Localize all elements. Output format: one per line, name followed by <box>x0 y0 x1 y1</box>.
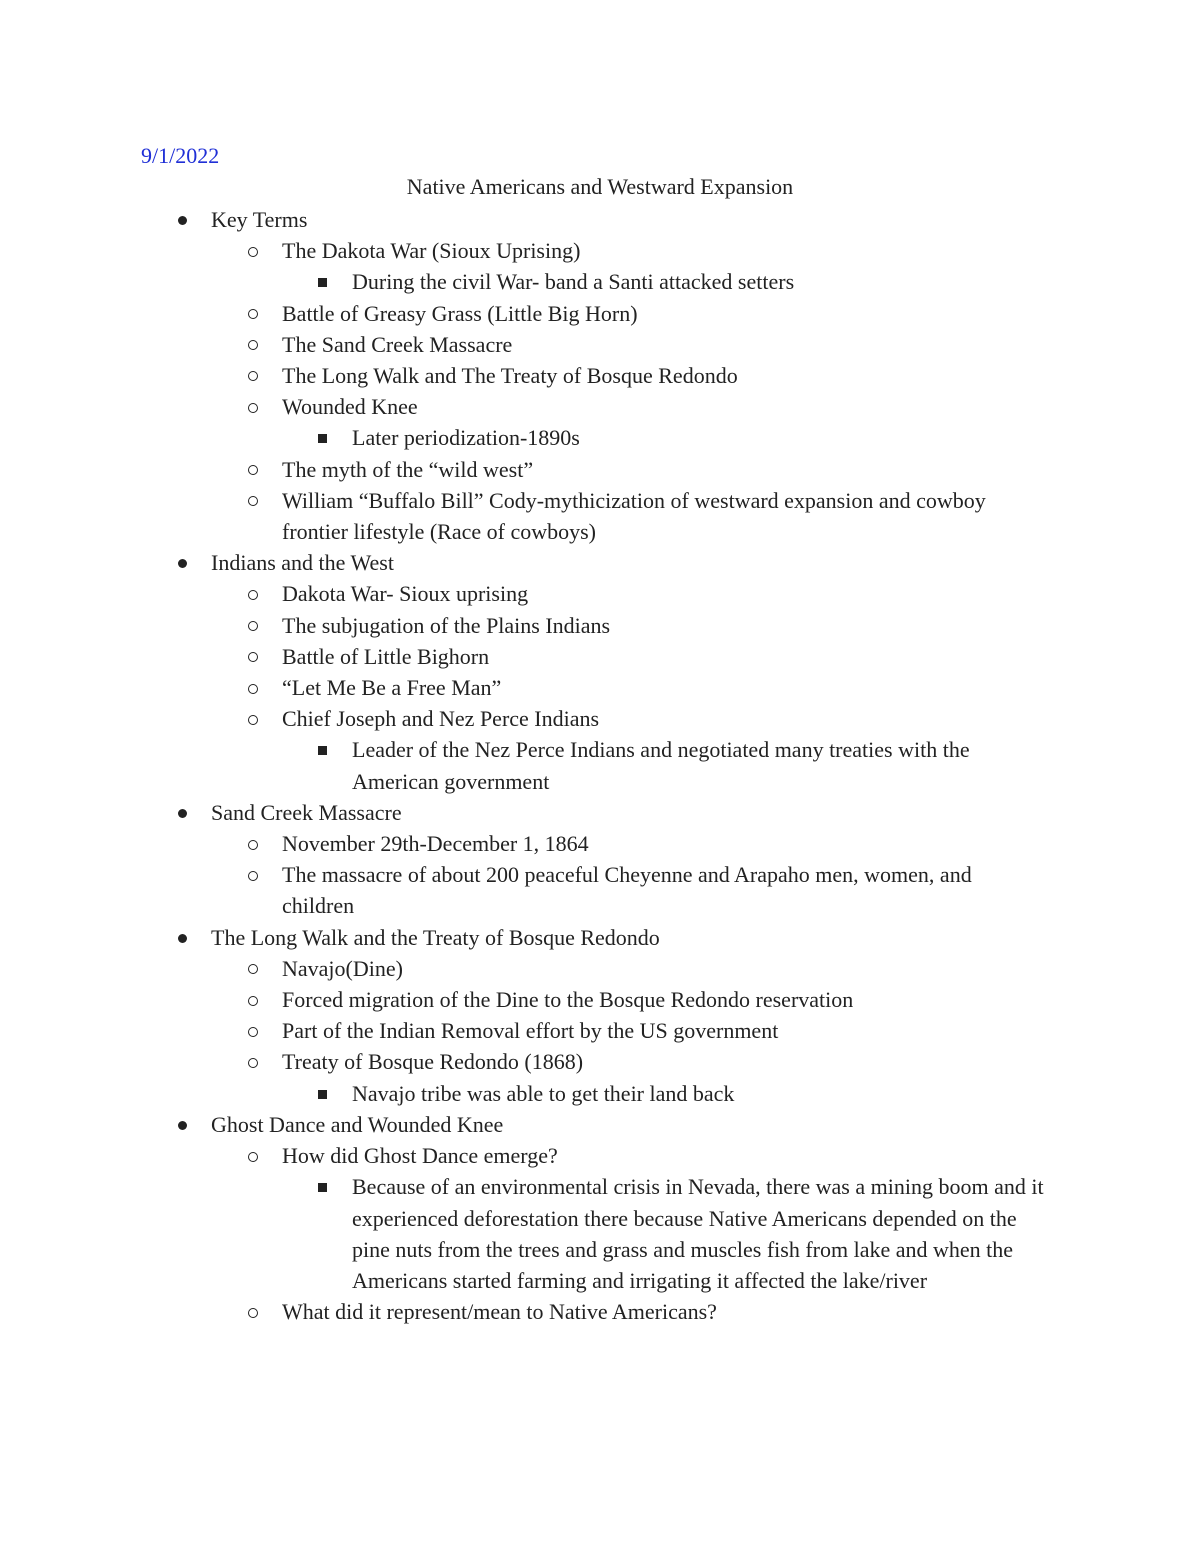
outline-item-level-2 <box>0 360 1200 391</box>
outline-item-level-3 <box>0 1171 1200 1296</box>
outline-item-text: What did it represent/mean to Native Americans? <box>282 1299 717 1325</box>
outline-item-level-3 <box>0 422 1200 453</box>
outline-item-text: Key Terms <box>211 207 308 232</box>
outline-item-level-1 <box>0 547 1200 578</box>
hollow-circle-bullet-icon <box>248 859 258 890</box>
square-bullet-icon <box>318 1078 327 1109</box>
outline-item-text: During the civil War- band a Santi attacked setters <box>352 269 795 295</box>
outline-item-level-2 <box>0 454 1200 485</box>
outline-item-text: Because of an environmental crisis in Nevada, there was a mining boom and it experienced deforestation there because Native Americans depended on the pine nuts from the trees and grass and muscles fish from lake and when the Americans started farming and irrigating it affected the lake/river <box>352 1174 1044 1293</box>
hollow-circle-bullet-icon <box>248 641 258 672</box>
outline-item-text: The subjugation of the Plains Indians <box>282 612 611 638</box>
square-bullet-icon <box>318 266 327 297</box>
outline-item-text: The Sand Creek Massacre <box>282 331 513 357</box>
hollow-circle-bullet-icon <box>248 953 258 984</box>
outline-item-level-1 <box>0 922 1200 953</box>
hollow-circle-bullet-icon <box>248 672 258 703</box>
outline-item-text: Later periodization-1890s <box>352 425 580 451</box>
outline-item-level-2 <box>0 329 1200 360</box>
outline-item-text: Wounded Knee <box>282 394 418 420</box>
outline-item-level-3 <box>0 1078 1200 1109</box>
outline-item-text: Leader of the Nez Perce Indians and negotiated many treaties with the American government <box>352 737 970 794</box>
hollow-circle-bullet-icon <box>248 828 258 859</box>
outline-item-level-2 <box>0 1015 1200 1046</box>
outline-item-level-3 <box>0 266 1200 297</box>
hollow-circle-bullet-icon <box>248 391 258 422</box>
square-bullet-icon <box>318 734 327 765</box>
outline-item-text: Dakota War- Sioux uprising <box>282 581 529 607</box>
hollow-circle-bullet-icon <box>248 1046 258 1077</box>
outline-item-level-2 <box>0 828 1200 859</box>
filled-circle-bullet-icon <box>178 797 187 828</box>
hollow-circle-bullet-icon <box>248 485 258 516</box>
filled-circle-bullet-icon <box>178 204 187 235</box>
outline-item-level-1 <box>0 204 1200 235</box>
square-bullet-icon <box>318 1171 327 1202</box>
filled-circle-bullet-icon <box>178 547 187 578</box>
notes-outline <box>0 204 1200 1327</box>
outline-item-level-2 <box>0 703 1200 734</box>
outline-item-text: Ghost Dance and Wounded Knee <box>211 1111 504 1137</box>
outline-item-level-1 <box>0 797 1200 828</box>
outline-item-text: William “Buffalo Bill” Cody-mythicization of westward expansion and cowboy frontier lifestyle (Race of cowboys) <box>282 487 986 545</box>
filled-circle-bullet-icon <box>178 922 187 953</box>
hollow-circle-bullet-icon <box>248 235 258 266</box>
hollow-circle-bullet-icon <box>248 610 258 641</box>
outline-item-text: Navajo(Dine) <box>282 955 403 981</box>
outline-item-text: Indians and the West <box>211 550 394 576</box>
outline-item-level-2 <box>0 578 1200 609</box>
outline-item-level-2 <box>0 641 1200 672</box>
outline-item-level-2 <box>0 1046 1200 1077</box>
outline-item-level-2 <box>0 1140 1200 1171</box>
hollow-circle-bullet-icon <box>248 1296 258 1327</box>
outline-item-text: Part of the Indian Removal effort by the US government <box>282 1018 779 1044</box>
outline-item-level-3 <box>0 734 1200 796</box>
outline-item-level-2 <box>0 953 1200 984</box>
hollow-circle-bullet-icon <box>248 360 258 391</box>
outline-item-level-1 <box>0 1109 1200 1140</box>
hollow-circle-bullet-icon <box>248 329 258 360</box>
hollow-circle-bullet-icon <box>248 984 258 1015</box>
outline-item-text: Battle of Little Bighorn <box>282 643 490 669</box>
hollow-circle-bullet-icon <box>248 1140 258 1171</box>
note-date: 9/1/2022 <box>141 143 220 168</box>
outline-item-text: Forced migration of the Dine to the Bosque Redondo reservation <box>282 987 854 1013</box>
outline-item-level-2 <box>0 610 1200 641</box>
outline-item-level-2 <box>0 235 1200 266</box>
outline-item-text: The Long Walk and the Treaty of Bosque Redondo <box>211 924 660 950</box>
document-title: Native Americans and Westward Expansion <box>406 174 794 199</box>
outline-item-level-2 <box>0 485 1200 547</box>
outline-item-text: The myth of the “wild west” <box>282 456 534 482</box>
outline-item-text: The Long Walk and The Treaty of Bosque Redondo <box>282 363 738 389</box>
outline-item-text: The Dakota War (Sioux Uprising) <box>282 238 581 264</box>
outline-item-text: Sand Creek Massacre <box>211 799 402 825</box>
outline-item-text: “Let Me Be a Free Man” <box>282 675 502 701</box>
hollow-circle-bullet-icon <box>248 454 258 485</box>
outline-item-text: Chief Joseph and Nez Perce Indians <box>282 706 600 732</box>
outline-item-level-2 <box>0 298 1200 329</box>
square-bullet-icon <box>318 422 327 453</box>
outline-item-level-2 <box>0 859 1200 921</box>
filled-circle-bullet-icon <box>178 1109 187 1140</box>
outline-item-text: Battle of Greasy Grass (Little Big Horn) <box>282 300 638 326</box>
outline-item-level-2 <box>0 672 1200 703</box>
outline-item-text: November 29th-December 1, 1864 <box>282 831 589 857</box>
outline-item-text: How did Ghost Dance emerge? <box>282 1143 558 1169</box>
hollow-circle-bullet-icon <box>248 703 258 734</box>
outline-item-level-2 <box>0 391 1200 422</box>
outline-item-text: Navajo tribe was able to get their land back <box>352 1080 735 1106</box>
hollow-circle-bullet-icon <box>248 298 258 329</box>
outline-item-text: The massacre of about 200 peaceful Cheyenne and Arapaho men, women, and children <box>282 862 972 919</box>
hollow-circle-bullet-icon <box>248 578 258 609</box>
outline-item-text: Treaty of Bosque Redondo (1868) <box>282 1049 584 1075</box>
outline-item-level-2 <box>0 984 1200 1015</box>
outline-item-level-2 <box>0 1296 1200 1327</box>
hollow-circle-bullet-icon <box>248 1015 258 1046</box>
